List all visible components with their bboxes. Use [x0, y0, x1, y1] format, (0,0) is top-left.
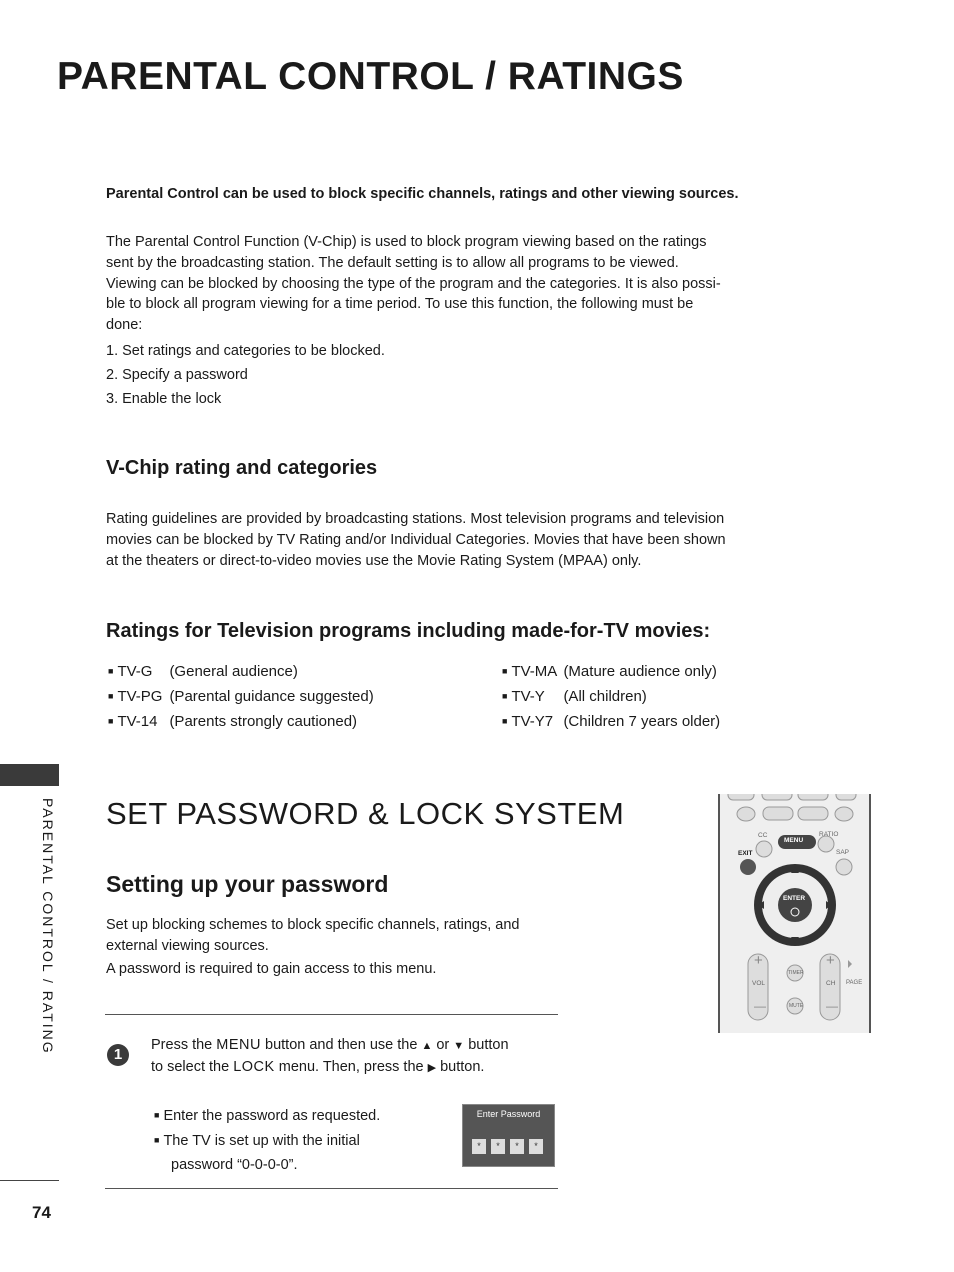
sap-label: SAP — [836, 849, 850, 856]
password-heading: Setting up your password — [106, 871, 389, 897]
menu-label: MENU — [784, 837, 804, 844]
bullet-icon: ■ — [502, 716, 508, 726]
list-item — [154, 1128, 380, 1153]
side-label: PARENTAL CONTROL / RATING — [40, 798, 56, 1055]
step-text-segment: Press the — [151, 1037, 213, 1053]
paragraph-line: The Parental Control Function (V-Chip) is used to block program viewing based on the ratings — [106, 234, 707, 250]
channel-plus-icon: + — [826, 952, 835, 969]
page-label: PAGE — [846, 980, 863, 986]
password-slots — [472, 1136, 548, 1154]
skip-forward-icon — [835, 807, 853, 821]
paragraph-line: at the theaters or direct-to-video movies use the Movie Rating System (MPAA) only. — [106, 552, 642, 569]
bullet-icon: ■ — [502, 691, 508, 701]
rating-code: TV-Y7 — [511, 713, 554, 730]
bullet-icon: ■ — [502, 666, 508, 676]
bullet-text: password “0-0-0-0”. — [171, 1157, 298, 1173]
step-text-segment: button — [468, 1037, 509, 1053]
top-button — [836, 794, 856, 800]
exit-label: EXIT — [738, 850, 753, 857]
password-slot[interactable]: * — [510, 1139, 524, 1154]
section-title: SET PASSWORD & LOCK SYSTEM — [106, 796, 625, 831]
step-text-segment: button and then use the — [265, 1037, 418, 1053]
step-number: 1 — [107, 1044, 129, 1066]
step-instructions — [151, 1035, 551, 1079]
mute-label: MUTE — [789, 1003, 804, 1009]
enter-password-dialog — [462, 1104, 555, 1167]
down-arrow-icon: ▼ — [453, 1040, 465, 1052]
rating-code: TV-MA — [511, 663, 558, 680]
rating-code: TV-PG — [117, 688, 163, 705]
bullet-icon: ■ — [154, 1135, 160, 1145]
password-paragraph — [106, 915, 566, 957]
enter-label: ENTER — [783, 895, 806, 902]
bullet-icon: ■ — [108, 716, 114, 726]
divider — [105, 1188, 558, 1189]
volume-plus-icon: + — [754, 952, 763, 969]
cc-button — [756, 841, 772, 857]
timer-label: TIMER — [788, 970, 804, 976]
top-button — [798, 794, 828, 800]
list-item — [108, 709, 374, 734]
paragraph-line: ble to block all program viewing for a time period. To use this function, the following must be — [106, 296, 694, 313]
dialog-title: Enter Password — [476, 1109, 541, 1119]
list-item — [502, 659, 720, 684]
rating-guidelines — [106, 509, 766, 571]
rating-code: TV-Y — [511, 688, 545, 705]
list-item — [502, 684, 720, 709]
list-item — [108, 684, 374, 709]
remote-control — [718, 794, 871, 1033]
step-text-segment: button. — [440, 1059, 485, 1075]
exit-button — [740, 859, 756, 875]
menu-keyword: MENU — [216, 1037, 261, 1053]
rating-desc: (General audience) — [169, 663, 298, 680]
cc-label: CC — [758, 832, 768, 839]
sap-button — [836, 859, 852, 875]
right-arrow-icon: ▶ — [427, 1062, 437, 1074]
paragraph-line: Set up blocking schemes to block specific channels, ratings, and — [106, 917, 520, 933]
volume-minus-icon: — — [754, 999, 766, 1013]
list-item — [108, 659, 374, 684]
bullet-icon: ■ — [108, 691, 114, 701]
list-item: 3. Enable the lock — [106, 391, 222, 407]
ch-label: CH — [826, 980, 836, 987]
vchip-heading: V-Chip rating and categories — [106, 457, 378, 479]
paragraph-line: sent by the broadcasting station. The default setting is to allow all programs to be viewed. — [106, 254, 679, 271]
bullet-text: The TV is set up with the initial — [163, 1133, 360, 1149]
ratings-list-left — [108, 659, 374, 734]
password-slot[interactable]: * — [472, 1139, 486, 1154]
page-title: PARENTAL CONTROL / RATINGS — [57, 55, 684, 98]
enter-button — [778, 888, 812, 922]
password-slot[interactable]: * — [491, 1139, 505, 1154]
ratings-heading: Ratings for Television programs including made-for-TV movies: — [106, 620, 711, 642]
channel-minus-icon: — — [826, 999, 838, 1013]
bullet-text: Enter the password as requested. — [163, 1108, 381, 1124]
password-slot[interactable]: * — [529, 1139, 543, 1154]
fast-forward-icon — [798, 807, 828, 820]
skip-back-icon — [737, 807, 755, 821]
list-item: 2. Specify a password — [106, 367, 248, 383]
step-text-segment: or — [436, 1037, 450, 1053]
bullet-icon: ■ — [108, 666, 114, 676]
rating-desc: (All children) — [563, 688, 647, 705]
remote-drawing — [720, 794, 869, 1033]
paragraph-line: done: — [106, 317, 143, 334]
password-required: A password is required to gain access to this menu. — [106, 961, 437, 977]
rewind-icon — [763, 807, 793, 820]
list-item — [502, 709, 720, 734]
vchip-paragraph — [106, 232, 766, 336]
rating-desc: (Parents strongly cautioned) — [169, 713, 358, 730]
paragraph-line: movies can be blocked by TV Rating and/or Individual Categories. Movies that have been shown — [106, 531, 726, 548]
steps-list — [106, 339, 385, 411]
bullet-icon: ■ — [154, 1110, 160, 1120]
rating-desc: (Parental guidance suggested) — [169, 688, 374, 705]
vol-label: VOL — [752, 980, 766, 987]
side-tab — [0, 764, 59, 786]
intro-text: Parental Control can be used to block specific channels, ratings and other viewing sources. — [106, 186, 739, 202]
paragraph-line: external viewing sources. — [106, 937, 269, 954]
lock-keyword: LOCK — [233, 1059, 275, 1075]
page-number: 74 — [32, 1203, 51, 1222]
rating-desc: (Children 7 years older) — [563, 713, 721, 730]
paragraph-line: Viewing can be blocked by choosing the type of the program and the categories. It is also possi- — [106, 275, 721, 292]
page-up-icon — [848, 960, 852, 968]
footer-rule — [0, 1180, 59, 1181]
step-bullets — [154, 1103, 380, 1177]
list-item — [154, 1103, 380, 1128]
rating-desc: (Mature audience only) — [563, 663, 717, 680]
rating-code: TV-G — [117, 663, 153, 680]
list-item — [154, 1153, 380, 1177]
top-button — [762, 794, 792, 800]
ratio-label: RATIO — [819, 831, 839, 838]
paragraph-line: Rating guidelines are provided by broadcasting stations. Most television programs and television — [106, 511, 725, 527]
step-text-segment: to select the — [151, 1059, 230, 1075]
rating-code: TV-14 — [117, 713, 158, 730]
divider — [105, 1014, 558, 1015]
list-item: 1. Set ratings and categories to be blocked. — [106, 343, 385, 359]
ratings-list-right — [502, 659, 720, 734]
step-text-segment: menu. Then, press the — [278, 1059, 424, 1075]
up-arrow-icon: ▲ — [421, 1040, 433, 1052]
top-button — [728, 794, 754, 800]
ratio-button — [818, 836, 834, 852]
